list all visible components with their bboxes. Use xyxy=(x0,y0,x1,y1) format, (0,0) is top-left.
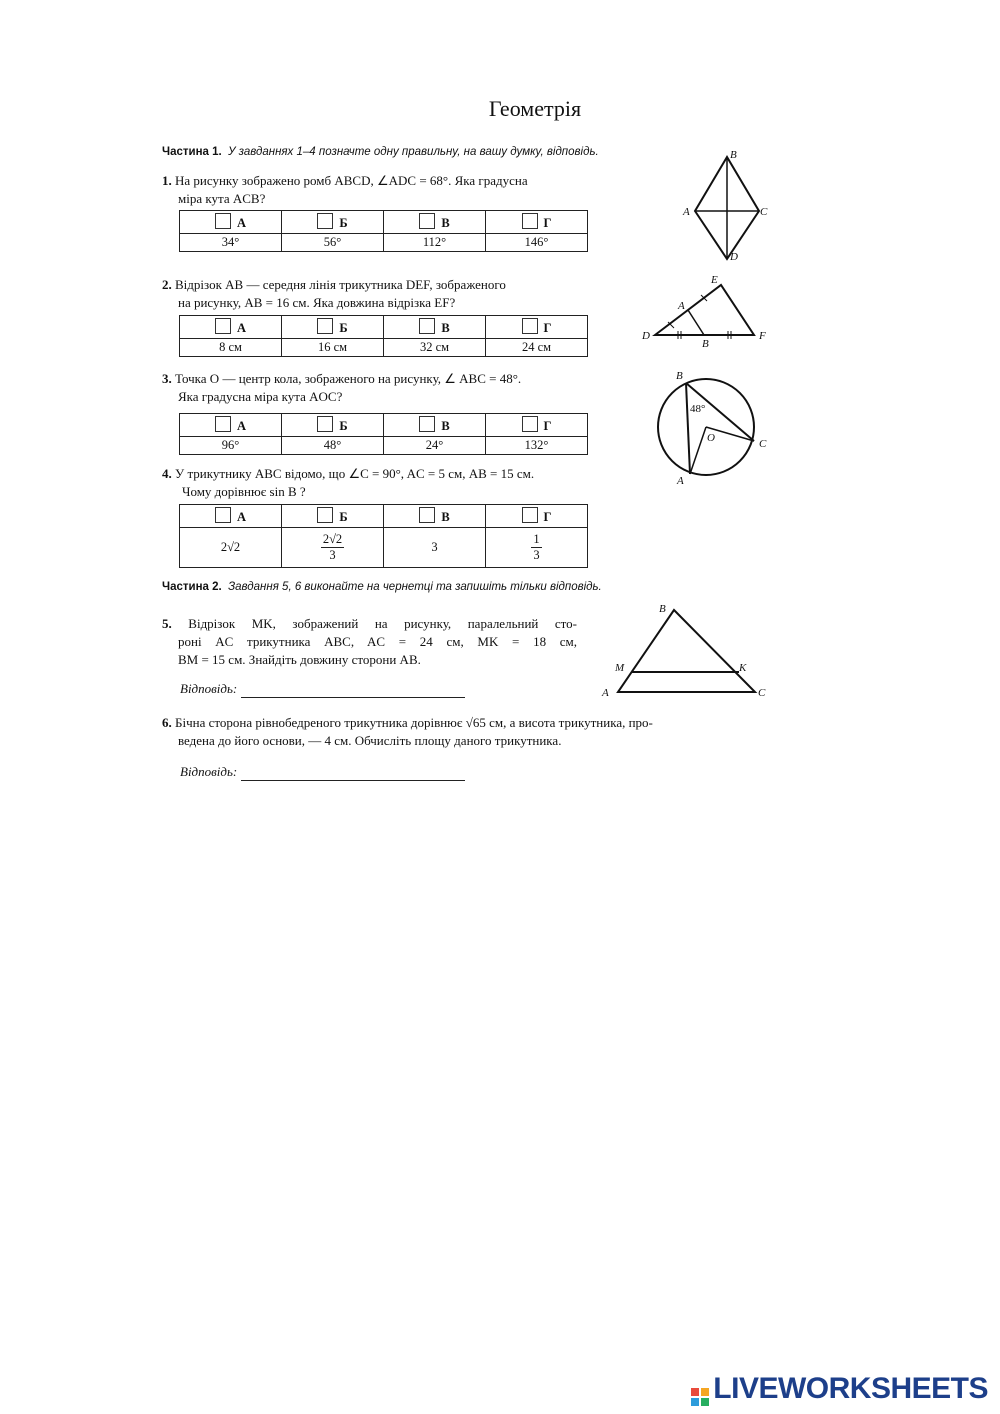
label-a: A xyxy=(677,475,684,487)
page-title: Геометрія xyxy=(488,96,582,121)
part2-header xyxy=(162,581,602,593)
logo-text: LIVEWORKSHEETS xyxy=(713,1372,988,1405)
part1-label: Частина 1. xyxy=(162,146,222,158)
option-value: 24° xyxy=(384,437,486,455)
option-b[interactable]: Б xyxy=(282,505,384,528)
liveworksheets-logo xyxy=(691,1372,988,1406)
question-text-cont: міра кута ACB? xyxy=(178,191,266,206)
option-a[interactable]: А xyxy=(180,211,282,234)
part1-instruction: У завданнях 1–4 позначте одну правильну, на вашу думку, відповідь. xyxy=(228,146,599,158)
option-a[interactable]: А xyxy=(180,505,282,528)
question-text-cont: Чому дорівнює sin B ? xyxy=(182,484,306,499)
checkbox[interactable] xyxy=(419,318,435,334)
option-b[interactable]: Б xyxy=(282,414,384,437)
label-b: B xyxy=(702,338,709,350)
question-number: 1. xyxy=(162,173,172,188)
question-number: 6. xyxy=(162,715,172,730)
option-a[interactable]: А xyxy=(180,414,282,437)
answer-table-1 xyxy=(179,210,588,252)
label-c: C xyxy=(760,206,768,218)
label-a: A xyxy=(683,206,690,218)
triangle-def-figure xyxy=(638,272,773,352)
label-m: M xyxy=(615,662,625,674)
label-a: A xyxy=(678,300,685,312)
logo-icon xyxy=(691,1388,709,1406)
option-value-fraction: $\frac{1}{3}$ xyxy=(486,528,588,568)
answer-table-4 xyxy=(179,504,588,568)
label-f: F xyxy=(759,330,766,342)
checkbox[interactable] xyxy=(215,416,231,432)
question-text: Точка O — центр кола, зображеного на рисунку, ∠ ABC = 48°. xyxy=(175,371,522,386)
option-value: 8 см xyxy=(180,339,282,357)
question-text-cont: Яка градусна міра кута AOC? xyxy=(178,389,343,404)
question-text-cont: на рисунку, AB = 16 см. Яка довжина відрізка EF? xyxy=(178,295,456,310)
option-value: 96° xyxy=(180,437,282,455)
label-d: D xyxy=(642,330,650,342)
question-text-cont: роні AC трикутника ABC, AC = 24 см, MK = 18 см, xyxy=(178,634,577,649)
question-number: 2. xyxy=(162,277,172,292)
answer-input[interactable] xyxy=(241,764,465,781)
angle-label: 48° xyxy=(690,403,706,415)
option-g[interactable]: Г xyxy=(486,505,588,528)
rhombus-figure xyxy=(675,145,775,270)
midline-ab xyxy=(688,310,704,335)
triangle-mk-figure xyxy=(597,600,772,700)
answer-label: Відповідь: xyxy=(180,681,238,696)
label-b: B xyxy=(730,149,737,161)
option-value: 3 xyxy=(384,528,486,568)
question-number: 5. xyxy=(162,616,172,631)
option-value: 56° xyxy=(282,234,384,252)
option-value: 132° xyxy=(486,437,588,455)
checkbox[interactable] xyxy=(215,213,231,229)
option-b[interactable]: Б xyxy=(282,211,384,234)
part2-instruction: Завдання 5, 6 виконайте на чернетці та запишіть тільки відповідь. xyxy=(228,581,602,593)
checkbox[interactable] xyxy=(317,416,333,432)
circle-figure xyxy=(648,366,778,491)
question-6 xyxy=(162,714,778,750)
answer-input[interactable] xyxy=(241,681,465,698)
label-k: K xyxy=(739,662,747,674)
checkbox[interactable] xyxy=(522,507,538,523)
answer-label: Відповідь: xyxy=(180,764,238,779)
question-text-cont: ведена до його основи, — 4 см. Обчисліть площу даного трикутника. xyxy=(178,733,562,748)
question-text-cont: BM = 15 см. Знайдіть довжину сторони AB. xyxy=(178,652,421,667)
option-value: 146° xyxy=(486,234,588,252)
option-v[interactable]: В xyxy=(384,505,486,528)
label-d: D xyxy=(730,251,738,263)
checkbox[interactable] xyxy=(419,416,435,432)
option-v[interactable]: В xyxy=(384,211,486,234)
option-value: 16 см xyxy=(282,339,384,357)
triangle-def-shape xyxy=(655,285,754,335)
option-value: 48° xyxy=(282,437,384,455)
label-b: B xyxy=(659,603,666,615)
option-value: 34° xyxy=(180,234,282,252)
answer-line-5 xyxy=(180,681,465,698)
option-value: 112° xyxy=(384,234,486,252)
checkbox[interactable] xyxy=(522,416,538,432)
question-text: Бічна сторона рівнобедреного трикутника дорівнює √65 см, а висота трикутника, про- xyxy=(175,715,653,730)
triangle-abc-shape xyxy=(618,610,755,692)
checkbox[interactable] xyxy=(522,213,538,229)
question-1 xyxy=(162,172,622,208)
option-v[interactable]: В xyxy=(384,316,486,339)
checkbox[interactable] xyxy=(317,213,333,229)
part2-label: Частина 2. xyxy=(162,581,222,593)
option-value: 24 см xyxy=(486,339,588,357)
option-a[interactable]: А xyxy=(180,316,282,339)
option-g[interactable]: Г xyxy=(486,211,588,234)
checkbox[interactable] xyxy=(317,507,333,523)
option-value-fraction: $\frac{2√2}{3}$ xyxy=(282,528,384,568)
option-value: 2√2 xyxy=(180,528,282,568)
label-o: O xyxy=(707,432,715,444)
question-3 xyxy=(162,370,622,406)
label-b: B xyxy=(676,370,683,382)
question-5 xyxy=(162,615,577,669)
question-2 xyxy=(162,276,622,312)
option-g[interactable]: Г xyxy=(486,316,588,339)
radius-oa xyxy=(690,427,706,474)
question-number: 3. xyxy=(162,371,172,386)
label-c: C xyxy=(758,687,766,699)
answer-line-6 xyxy=(180,764,465,781)
answer-table-2 xyxy=(179,315,588,357)
chord-ba xyxy=(686,383,690,474)
checkbox[interactable] xyxy=(419,507,435,523)
option-v[interactable]: В xyxy=(384,414,486,437)
question-text: У трикутнику ABC відомо, що ∠C = 90°, AC = 5 см, AB = 15 см. xyxy=(175,466,535,481)
checkbox[interactable] xyxy=(522,318,538,334)
option-g[interactable]: Г xyxy=(486,414,588,437)
option-value: 32 см xyxy=(384,339,486,357)
answer-table-3 xyxy=(179,413,588,455)
question-text: Відрізок AB — середня лінія трикутника DEF, зображеного xyxy=(175,277,506,292)
checkbox[interactable] xyxy=(419,213,435,229)
question-text: Відрізок MK, зображений на рисунку, паралельний сто- xyxy=(188,616,578,631)
part1-header xyxy=(162,146,599,158)
label-a: A xyxy=(602,687,609,699)
question-4 xyxy=(162,465,622,501)
checkbox[interactable] xyxy=(215,318,231,334)
checkbox[interactable] xyxy=(317,318,333,334)
label-e: E xyxy=(711,274,718,286)
option-b[interactable]: Б xyxy=(282,316,384,339)
question-number: 4. xyxy=(162,466,172,481)
label-c: C xyxy=(759,438,767,450)
checkbox[interactable] xyxy=(215,507,231,523)
question-text: На рисунку зображено ромб ABCD, ∠ADC = 68°. Яка градусна xyxy=(175,173,528,188)
